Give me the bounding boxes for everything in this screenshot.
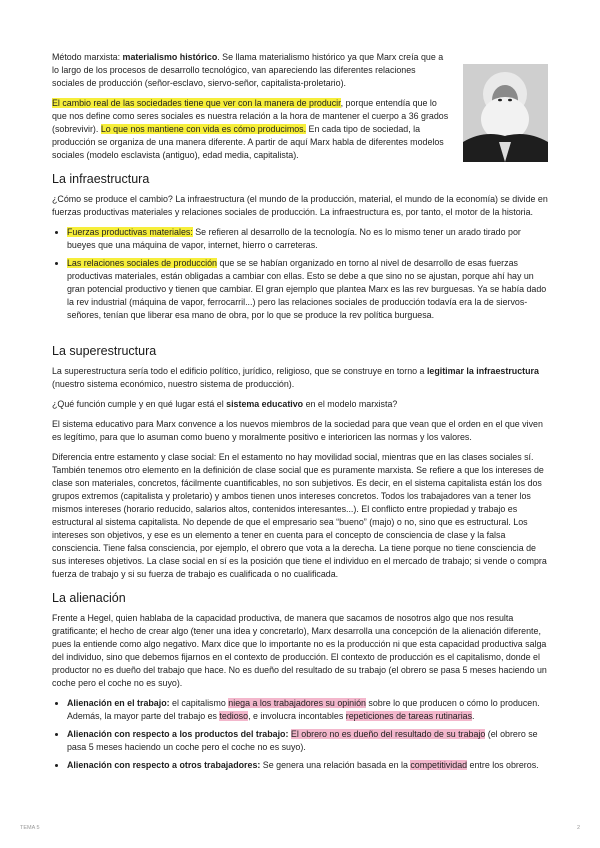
highlight: tedioso [219,711,249,721]
list-item: • Alienación con respecto a otros trabajadores: Se genera una relación basada en la competitividad entre los obreros. [67,759,548,772]
intro-text [52,51,450,162]
infra-list [52,226,548,322]
heading-infraestructura: La infraestructura [52,172,150,186]
list-item: • Fuerzas productivas materiales: Se refieren al desarrollo de la tecnología. No es lo mismo tener un arado tirado por bueyes que una máquina de vapor, internet, hierro o carreteras. [67,226,548,252]
highlight: El obrero no es dueño del resultado de su trabajo [290,729,486,739]
heading-alienacion: La alienación [52,591,126,605]
highlight: Lo que nos mantiene con vida es cómo producimos. [100,124,307,134]
intro-paragraph-2: El cambio real de las sociedades tiene que ver con la manera de producir, porque entendía que lo que nos define como seres sociales es nuestra relación a la hora de mantener el cuerpo a 36 grados (sobrevivir). Lo que nos mantiene con vida es cómo producimos. En cada tipo de sociedad, la producción se organiza de una manera diferente. A partir de aquí Marx habla de diferentes modelos sociales (modelo esclavista (antiguo), edad media, capitalista). [52,98,449,160]
portrait-image [463,64,548,162]
document-page [52,51,548,780]
highlight: competitividad [410,760,468,770]
highlight: Fuerzas productivas materiales: [67,227,193,237]
heading-superestructura: La superestructura [52,344,157,358]
highlight: El cambio real de las sociedades tiene que ver con la manera de producir [52,98,341,108]
alien-paragraph: Frente a Hegel, quien hablaba de la capacidad productiva, de manera que sacamos de nosotros algo que nos resulta gratificante; el hecho de crear algo (tener una idea y concretarlo), Marx desarrolla una concepción de la alienación diferente, pues la entiende como algo negativo. Marx dice que lo importante no es la producción ni que esta capacidad productiva salga del individuo, sino que debemos fijarnos en el contexto de producción. El contexto de producción es el capitalismo, donde el productor no es dueño del trabajo que hace. No es dueño del resultado de su trabajo (el obrero se pasa 5 meses haciendo un coche pero el coche no es suyo). [52,613,547,688]
list-item: • Las relaciones sociales de producción que se se habían organizado en torno al nivel de desarrollo de esas fuerzas productivas materiales, están obligadas a cambiar con ellas. Esto se debe a que sino no se ajustan, porque ahí hay un gran potencial productivo y tienen que cambiar. El gran ejemplo que plantea Marx es las rev burguesas. Ya se había dado la rev industrial (máquina de vapor, ferrocarril...) pero las relaciones sociales de producción todavía era la de siervos-señores, tenían que liberar esa mano de obra, por lo que se produce la rev política burguesa. [67,257,548,322]
footer-topic: TEMA 5 [20,825,40,831]
list-item: • Alienación en el trabajo: el capitalismo niega a los trabajadores su opinión sobre lo que producen o cómo lo producen. Además, la mayor parte del trabajo es tedioso, e involucra incontables repeticiones de tareas rutinarias. [67,697,548,723]
infra-paragraph: ¿Cómo se produce el cambio? La infraestructura (el mundo de la producción, material, el mundo de la economía) se divide en fuerzas productivas materiales y relaciones sociales de producción. La infraestructura es, por tanto, el motor de la historia. [52,194,548,217]
bold-term: Alienación con respecto a otros trabajadores: [67,760,261,770]
bold-term: materialismo histórico [122,52,218,62]
page-number: 2 [576,825,580,831]
super-paragraph-4: Diferencia entre estamento y clase social: En el estamento no hay movilidad social, mientras que en las clases sociales sí. También tenemos otro elemento en la definición de clase social que es puramente marxista. Se refiere a que los intereses de clase son materiales, concretos, fácilmente cuantificables, no son subjetivos. Es decir, en el sistema capitalista están los dos grupos extremos (capitalista y proletario) y ambos tienen unos intereses concretos. Todos los trabajadores van a tener los mismos intereses (horario reducido, salarios altos, contenidos interesantes...). El conflicto entre propiedad y trabajo es estructural al sistema capitalista. No depende de que el empresario sea “bueno” (majo) o no, sino que es estructural. Los intereses son objetivos, y ese es un elemento a tener en cuenta para el concepto de consciencia de clase y la falsa consciencia. Tiene falsa consciencia, por ejemplo, el obrero que vota a la derecha. La tiene porque no tiene consciencia de sus intereses objetivos. La clase social en sí es la posición que tiene el individuo en el mercado de trabajo; si vende o compra fuerza de trabajo y si su fuerza de trabajo es cualificada o no cualificada. [52,452,547,579]
portrait-illustration [463,64,548,162]
bold-term: legitimar la infraestructura [426,366,539,376]
super-paragraph-1: La superestructura sería todo el edificio político, jurídico, religioso, que se construye en torno a legitimar la infraestructura (nuestro sistema económico, nuestro sistema de producción). [52,366,539,389]
page-footer [20,822,580,835]
intro-section [52,51,548,162]
bold-term: Alienación en el trabajo: [67,698,170,708]
list-item: • Alienación con respecto a los productos del trabajo: El obrero no es dueño del resultado de su trabajo (el obrero se pasa 5 meses haciendo un coche pero el coche no es suyo). [67,728,548,754]
highlight: Las relaciones sociales de producción [67,258,217,268]
intro-paragraph-1: Método marxista: materialismo histórico. Se llama materialismo histórico ya que Marx creía que a lo largo de los procesos de desarrollo tecnológico, van apareciendo las diferentes relaciones sociales de producción (señor-esclavo, siervo-señor, capitalista-proletario). [52,52,444,88]
highlight: niega a los trabajadores su opinión [228,698,366,708]
highlight: repeticiones de tareas rutinarias [345,711,473,721]
super-paragraph-2: ¿Qué función cumple y en qué lugar está el sistema educativo en el modelo marxista? [52,399,398,409]
alien-list [52,697,548,772]
bold-term: sistema educativo [226,399,304,409]
bold-term: Alienación con respecto a los productos del trabajo: [67,729,289,739]
super-paragraph-3: El sistema educativo para Marx convence a los nuevos miembros de la sociedad para que vean que el orden en el que viven es legítimo, para que lo asuman como bueno y moralmente positivo e interioricen las normas y los valores. [52,419,543,442]
